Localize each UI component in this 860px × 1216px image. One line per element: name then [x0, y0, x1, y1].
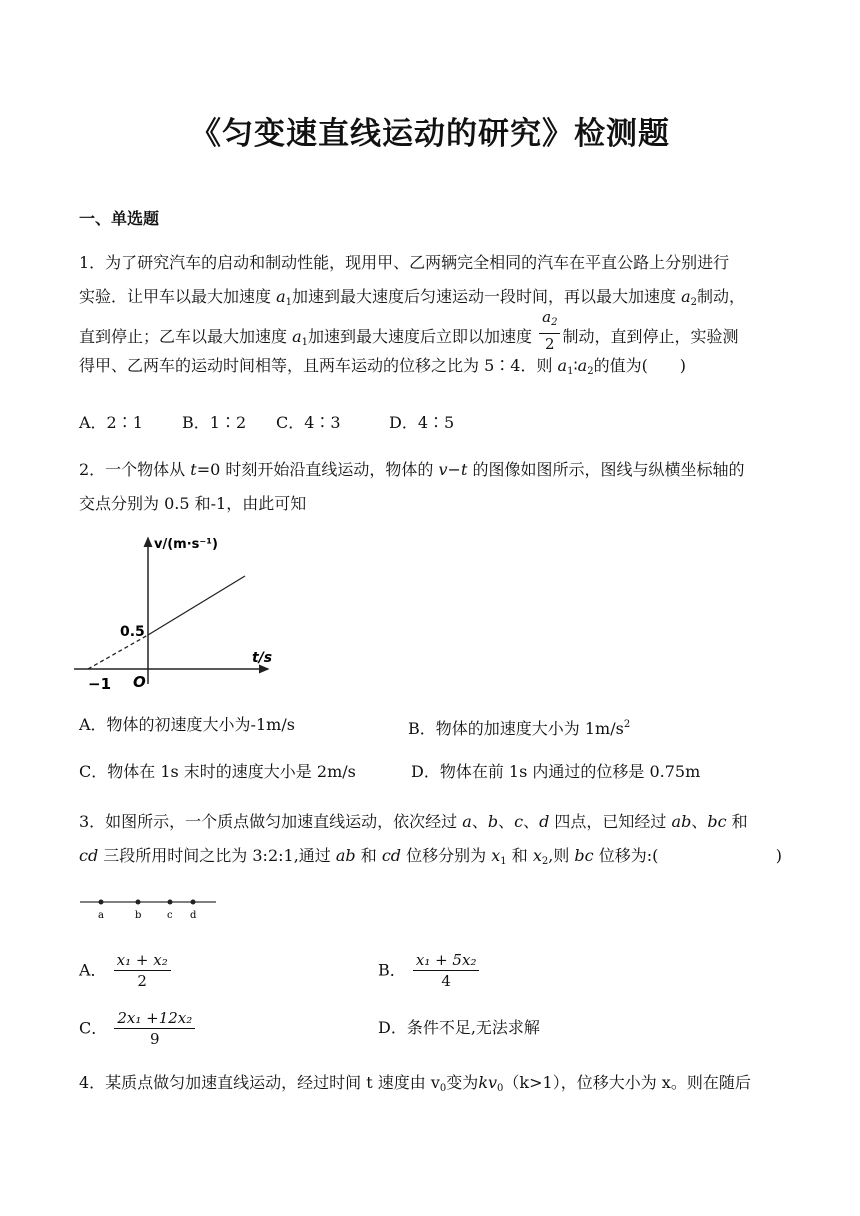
label-c: c [167, 910, 173, 921]
q3-option-c[interactable]: C． $\frac{\text{2x₁ +12x₂}}{9}$ [79, 1008, 197, 1049]
q2-option-d[interactable]: D．物体在前 1s 内通过的位移是 0.75m [411, 762, 701, 781]
x-intercept-label: −1 [88, 675, 112, 692]
point-d [191, 900, 196, 905]
y-intercept-label: 0.5 [120, 624, 145, 640]
q1-line-2: 实验．让甲车以最大加速度 $a_1$加速到最大速度后匀速运动一段时间，再以最大加速度 $a_2$制动， [79, 287, 746, 308]
q2-option-b[interactable]: B．物体的加速度大小为 $1m/s^2$ [408, 719, 631, 738]
q3-option-b[interactable]: B． $\frac{\text{x₁ + 5x₂}}{4}$ [378, 950, 481, 991]
t-axis-label: t/s [252, 650, 273, 666]
label-a: a [98, 910, 104, 921]
section-heading: 一、单选题 [79, 209, 160, 228]
origin-label: O [133, 673, 146, 691]
q1-option-a[interactable]: A．2∶1 [79, 413, 143, 432]
extrapolated-line [88, 635, 148, 669]
point-a [99, 900, 104, 905]
point-b [136, 900, 141, 905]
label-b: b [135, 910, 142, 921]
q1-line-4: 得甲、乙两车的运动时间相等，且两车运动的位移之比为 5∶4．则 $a_1∶a_2$的值为( ) [79, 356, 687, 377]
velocity-line [148, 576, 245, 635]
vt-graph [70, 532, 280, 692]
q1-line-1: 1．为了研究汽车的启动和制动性能，现用甲、乙两辆完全相同的汽车在平直公路上分别进行 [79, 253, 730, 272]
q1-fraction: $\frac{a_2}{2}$ [539, 307, 560, 354]
q1-option-b[interactable]: B．1∶2 [182, 413, 247, 432]
q2-line-1: 2．一个物体从 t=0 时刻开始沿直线运动，物体的 v−t 的图像如图所示，图线与纵横坐标轴的 [79, 460, 745, 479]
q3-option-d[interactable]: D．条件不足,无法求解 [378, 1018, 540, 1037]
q2-option-c[interactable]: C．物体在 1s 末时的速度大小是 2m/s [79, 762, 356, 781]
q1-option-d[interactable]: D．4∶5 [389, 413, 455, 432]
q2-line-2: 交点分别为 0.5 和-1，由此可知 [79, 494, 307, 513]
q3-line-1: 3．如图所示，一个质点做匀加速直线运动，依次经过 a、b、c、d 四点，已知经过 ab、bc 和 [79, 812, 748, 831]
q1-line-3: 直到停止；乙车以最大加速度 $a_1$加速到最大速度后立即以加速度 $\frac{a_2}{2}$ 制动，直到停止，实验测 [79, 308, 739, 353]
q4-line-1: 4．某质点做匀加速直线运动，经过时间 t 速度由 $v_0$变为$kv_0(k>1)$，位移大小为 x。则在随后 [79, 1073, 751, 1094]
label-d: d [190, 910, 197, 921]
point-c [168, 900, 173, 905]
q3-option-a[interactable]: A． $\frac{\text{x₁ + x₂}}{2}$ [79, 950, 173, 991]
points-diagram [80, 893, 220, 923]
q1-option-c[interactable]: C．4∶3 [276, 413, 341, 432]
q2-option-a[interactable]: A．物体的初速度大小为-1m/s [79, 715, 295, 734]
v-axis-label: v/(m·s⁻¹) [154, 537, 218, 552]
q3-line-2: cd 三段所用时间之比为 3:2:1,通过 ab 和 cd 位移分别为 $x_1$ 和 $x_2$,则 bc 位移为:( ) [79, 846, 782, 867]
page-title: 《匀变速直线运动的研究》检测题 [190, 116, 670, 152]
